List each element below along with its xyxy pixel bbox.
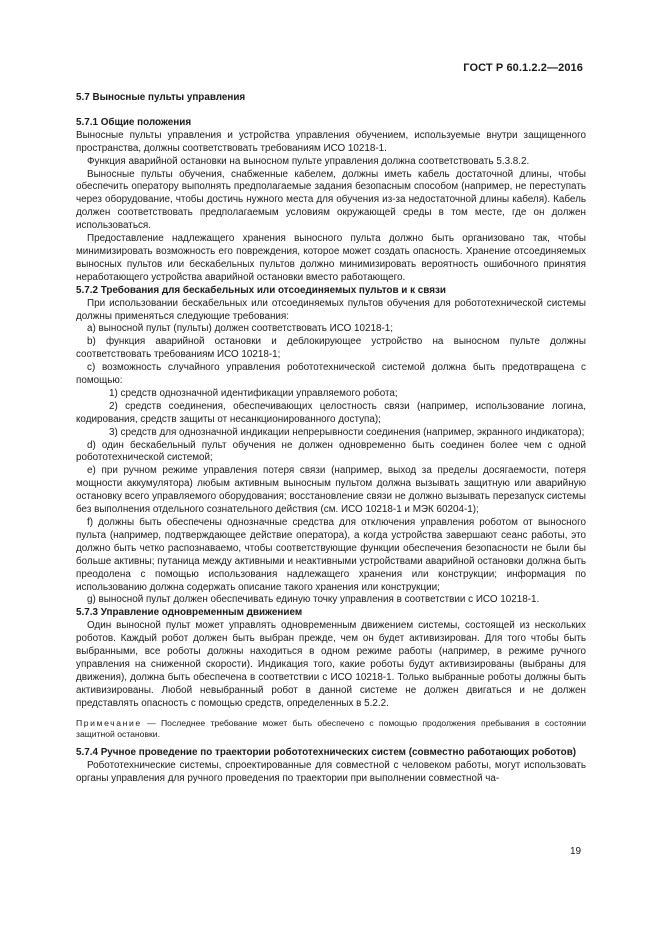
note [76, 718, 586, 741]
section-heading: 5.7.1 Общие положения [76, 116, 192, 128]
paragraph: Один выносной пульт может управлять одновременным движением системы, состоящей из нескольких роботов. Каждый робот должен быть выбран прежде, чем он будет активизирован. Для того чтобы быть выбранными, все роботы должны находиться в одном режиме работы (например, в режиме ручного управления на сниженной скорости). Индикация того, какие роботы будут активизированы (выбраны для движения), должна быть обеспечена в соответствии с ИСО 10218-1. Только выбранные роботы должны быть активизированы. Любой невыбранный робот в данной системе не должен двигаться и не должен представлять опасность с помощью средств, определенных в 5.2.2. [76, 620, 586, 709]
section-heading: 5.7.3 Управление одновременным движением [76, 607, 303, 619]
paragraph: Предоставление надлежащего хранения выносного пульта должно быть организовано так, чтобы минимизировать возможность его повреждения, которое может создать опасность. Хранение отсоединяемых выносных пультов или бескабельных пультов должно минимизировать вероятность ошибочного принятия неработающего устройства аварийной остановки вместо работающего. [76, 233, 586, 283]
document-code: ГОСТ Р 60.1.2.2—2016 [463, 62, 583, 74]
sub-list-item: 3) средств для однозначной индикации непрерывности соединения (например, экранного индикатора); [109, 426, 585, 438]
page-number: 19 [570, 846, 582, 857]
list-item: f) должны быть обеспечены однозначные средства для отключения управления роботом от выносного пульта (например, подтверждающее действие оператора), а когда устройства завершают сеанс работы, это должно быть четко распознаваемо, чтобы соответствующие функции обеспечения безопасности не были бы больше активны; путаница между активными и неактивными устройствами аварийной остановки должна быть преодолена с помощью использования надлежащего хранения или конструкции; информация по использованию должна содержать описание такого хранения или конструкции; [76, 517, 586, 593]
list-item: e) при ручном режиме управления потеря связи (например, выход за пределы досягаемости, потеря мощности аккумулятора) любым активным выносным пультом должна вызывать защитную или аварийную остановку всего управляемого оборудования; восстановление связи не должно вызывать перезапуск системы без выполнения отдельного сознательного действия (см. ИСО 10218-1 и МЭК 60204-1); [76, 465, 586, 516]
paragraph: Робототехнические системы, спроектированные для совместной с человеком работы, могут использовать органы управления для ручного проведения по траектории при выполнении совместной ча- [76, 760, 586, 785]
section-heading: 5.7.4 Ручное проведение по траектории робототехнических систем (совместно работающих роботов) [76, 747, 577, 759]
paragraph: При использовании бескабельных или отсоединяемых пультов обучения для робототехнической системы должны применяться следующие требования: [76, 297, 586, 322]
sub-list-item: 1) средств однозначной идентификации управляемого робота; [109, 387, 398, 399]
list-item: a) выносной пульт (пульты) должен соответствовать ИСО 10218-1; [87, 323, 394, 335]
paragraph: Выносные пульты управления и устройства управления обучением, используемые внутри защищенного пространства, должны соответствовать требованиям ИСО 10218-1. [76, 129, 586, 154]
list-item: b) функция аварийной остановки и деблокирующее устройство на выносном пульте должны соответствовать требованиям ИСО 10218-1; [76, 336, 586, 361]
paragraph: Функция аварийной остановки на выносном пульте управления должна соответствовать 5.3.8.2. [87, 155, 530, 167]
document-body [76, 92, 586, 786]
note-text: — Последнее требование может быть обеспечено с помощью продолжения пребывания в состоянии защитной остановки. [76, 717, 587, 739]
list-item: g) выносной пульт должен обеспечивать единую точку управления в соответствии с ИСО 10218-1. [87, 594, 540, 606]
list-item: d) один бескабельный пульт обучения не должен одновременно быть соединен более чем с одной робототехнической системой; [76, 439, 586, 464]
list-item: c) возможность случайного управления робототехнической системой должна быть предотвращена с помощью: [76, 362, 586, 387]
note-label: Примечание [76, 717, 142, 728]
section-heading: 5.7.2 Требования для бескабельных или отсоединяемых пультов и к связи [76, 284, 446, 296]
paragraph: Выносные пульты обучения, снабженные кабелем, должны иметь кабель достаточной длины, чтобы обеспечить оператору выполнять предполагаемые задания безопасным способом (например, не переступать через оборудование, чтобы достичь нужного места для обучения из-за недостаточной длины кабеля). Кабель должен соответствовать предполагаемым условиям окружающей среды в том месте, где он должен использоваться. [76, 168, 586, 232]
section-heading: 5.7 Выносные пульты управления [76, 92, 246, 103]
sub-list-item: 2) средств соединения, обеспечивающих целостность связи (например, использование логина, кодирования, средств защиты от несанкционированного доступа); [76, 400, 586, 425]
